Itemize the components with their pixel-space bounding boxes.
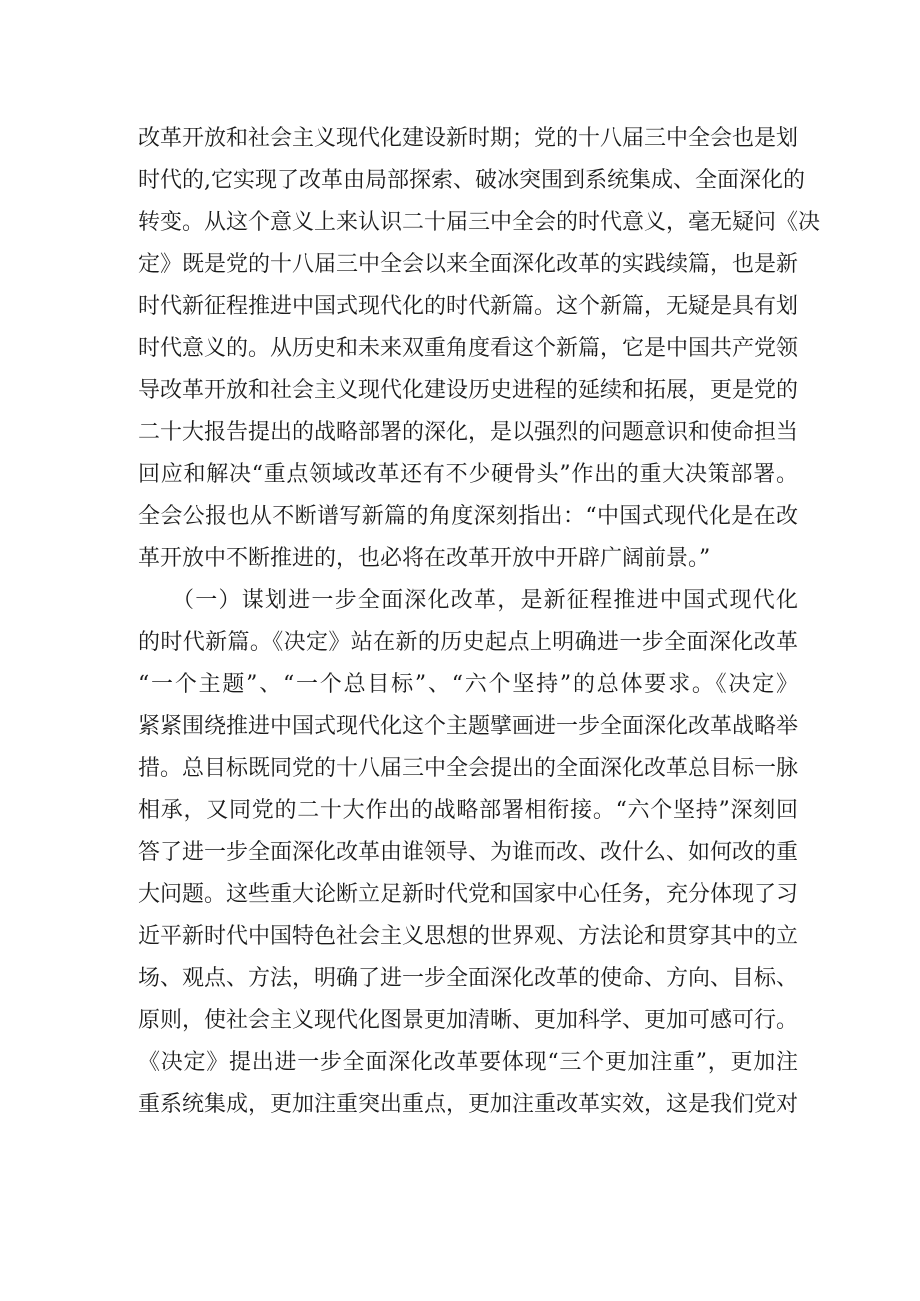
paragraph <box>138 118 821 580</box>
text-line: 导改革开放和社会主义现代化建设历史进程的延续和拓展，更是党的 <box>138 378 799 403</box>
text-line: “一个主题”、“一个总目标”、“六个坚持”的总体要求。《决定》 <box>138 672 798 697</box>
text-line: 紧紧围绕推进中国式现代化这个主题擘画进一步全面深化改革战略举 <box>138 714 799 739</box>
text-line: 大问题。这些重大论断立足新时代党和国家中心任务，充分体现了习 <box>138 882 799 907</box>
text-line: 转变。从这个意义上来认识二十届三中全会的时代意义，毫无疑问《决 <box>138 210 821 235</box>
text-line: 重系统集成，更加注重突出重点，更加注重改革实效，这是我们党对 <box>138 1092 799 1117</box>
text-line: 回应和解决“重点领域改革还有不少硬骨头”作出的重大决策部署。 <box>138 462 798 487</box>
text-line: 定》既是党的十八届三中全会以来全面深化改革的实践续篇，也是新 <box>138 252 799 277</box>
text-line: 改革开放和社会主义现代化建设新时期；党的十八届三中全会也是划 <box>138 126 799 151</box>
text-line: 时代的,它实现了改革由局部探索、破冰突围到系统集成、全面深化的 <box>138 168 805 193</box>
text-line: 措。总目标既同党的十八届三中全会提出的全面深化改革总目标一脉 <box>138 756 799 781</box>
text-line: 原则，使社会主义现代化图景更加清晰、更加科学、更加可感可行。 <box>138 1008 799 1033</box>
text-line: 场、观点、方法，明确了进一步全面深化改革的使命、方向、目标、 <box>138 966 799 991</box>
text-line: 的时代新篇。《决定》站在新的历史起点上明确进一步全面深化改革 <box>138 630 798 655</box>
text-line: 近平新时代中国特色社会主义思想的世界观、方法论和贯穿其中的立 <box>138 924 799 949</box>
text-line: 时代新征程推进中国式现代化的时代新篇。这个新篇，无疑是具有划 <box>138 294 799 319</box>
text-line: 革开放中不断推进的，也必将在改革开放中开辟广阔前景。” <box>138 546 711 571</box>
text-line: 时代意义的。从历史和未来双重角度看这个新篇，它是中国共产党领 <box>138 336 799 361</box>
text-line: （一）谋划进一步全面深化改革，是新征程推进中国式现代化 <box>172 588 798 613</box>
text-line: 二十大报告提出的战略部署的深化，是以强烈的问题意识和使命担当 <box>138 420 799 445</box>
paragraph <box>138 580 798 1126</box>
text-line: 答了进一步全面深化改革由谁领导、为谁而改、改什么、如何改的重 <box>138 840 799 865</box>
text-line: 全会公报也从不断谱写新篇的角度深刻指出：“中国式现代化是在改 <box>138 504 798 529</box>
text-line: 《决定》提出进一步全面深化改革要体现“三个更加注重”，更加注 <box>138 1050 798 1075</box>
body-text <box>138 118 821 1126</box>
text-line: 相承，又同党的二十大作出的战略部署相衔接。“六个坚持”深刻回 <box>138 798 798 823</box>
